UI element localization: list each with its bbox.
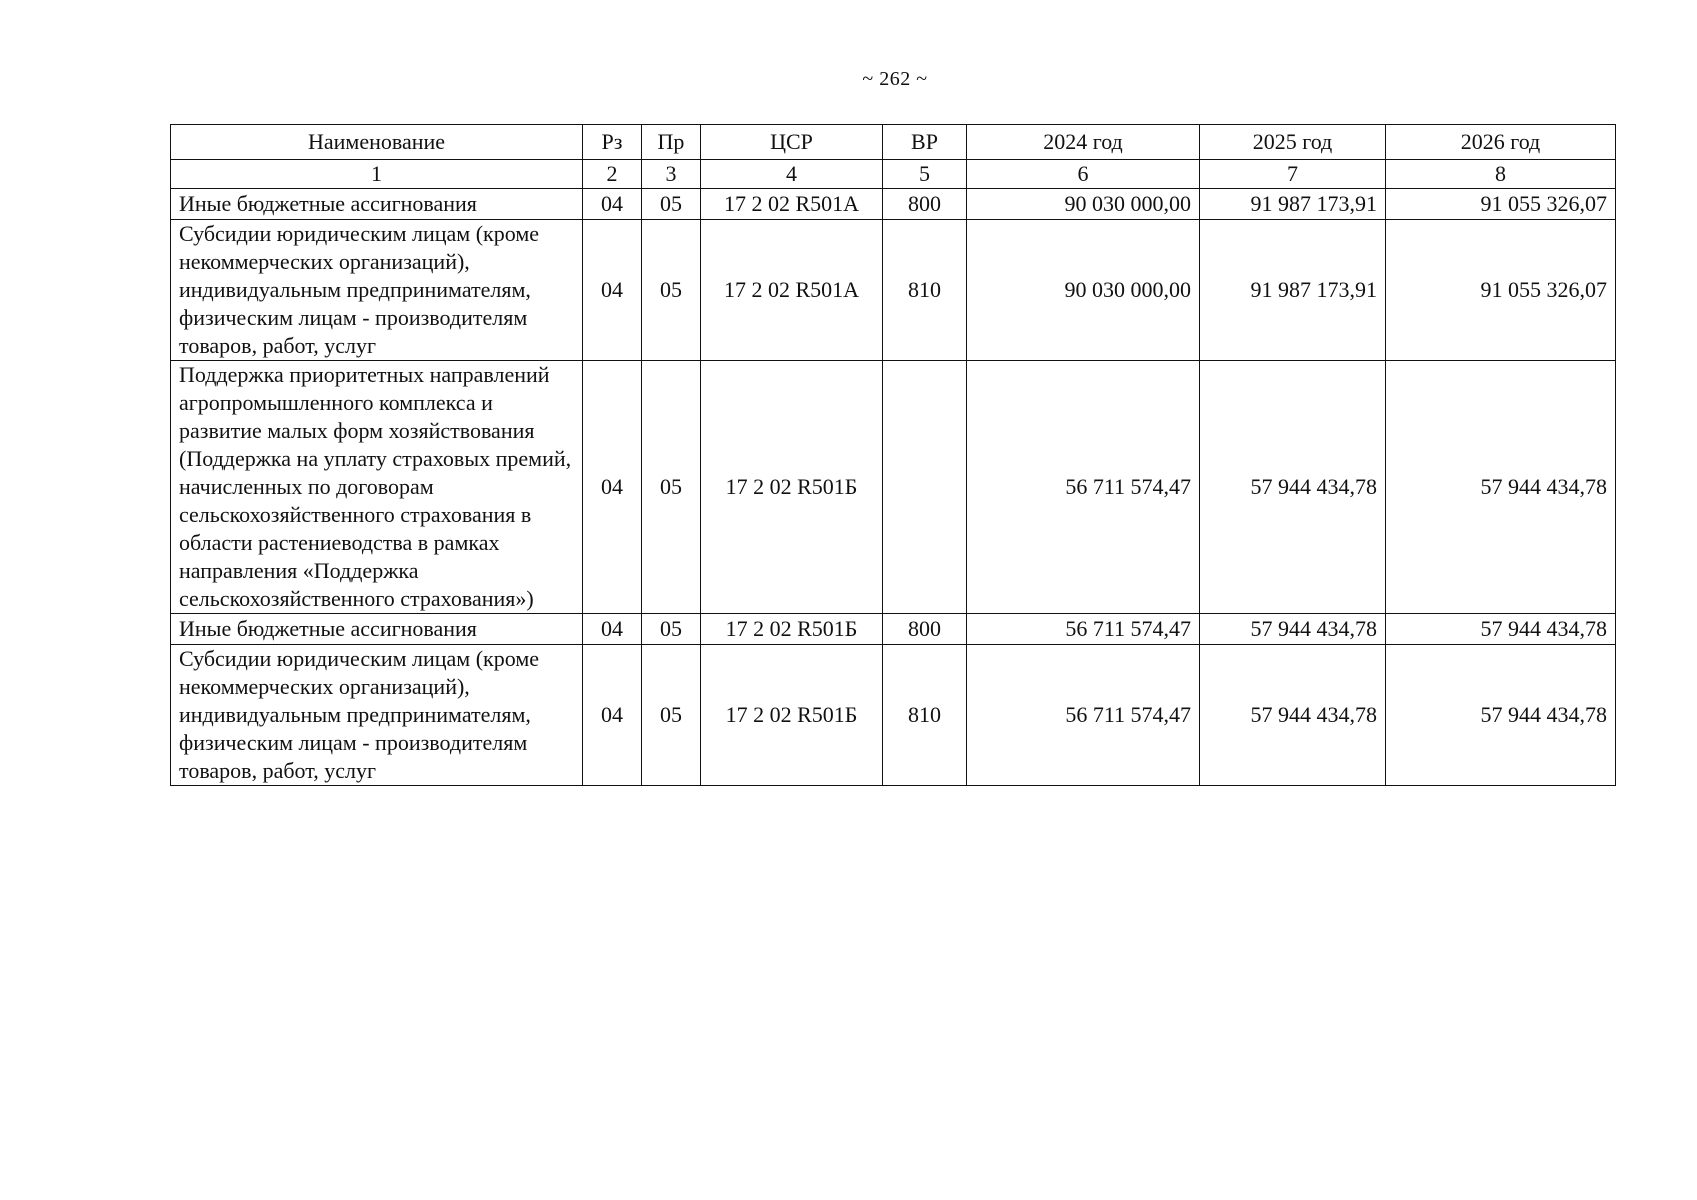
row-amount-2024: 90 030 000,00 (967, 189, 1200, 220)
row-amount-2026: 57 944 434,78 (1386, 645, 1616, 786)
row-amount-2025: 91 987 173,91 (1200, 189, 1386, 220)
table-row (171, 361, 1616, 614)
row-name: Субсидии юридическим лицам (кроме некоммерческих организаций), индивидуальным предпринимателям, физическим лицам - производителям товаров, работ, услуг (171, 220, 583, 361)
row-amount-2026: 91 055 326,07 (1386, 189, 1616, 220)
row-csr: 17 2 02 R501А (701, 220, 883, 361)
column-number: 8 (1386, 160, 1616, 189)
row-rz: 04 (583, 361, 642, 614)
header-csr: ЦСР (701, 125, 883, 160)
header-pr: Пр (642, 125, 701, 160)
column-number: 5 (883, 160, 967, 189)
row-amount-2026: 91 055 326,07 (1386, 220, 1616, 361)
table-row (171, 614, 1616, 645)
column-number: 7 (1200, 160, 1386, 189)
row-name: Иные бюджетные ассигнования (171, 614, 583, 645)
column-number-row (171, 160, 1616, 189)
row-pr: 05 (642, 220, 701, 361)
row-name: Субсидии юридическим лицам (кроме некоммерческих организаций), индивидуальным предпринимателям, физическим лицам - производителям товаров, работ, услуг (171, 645, 583, 786)
row-amount-2024: 56 711 574,47 (967, 614, 1200, 645)
column-number: 6 (967, 160, 1200, 189)
row-pr: 05 (642, 614, 701, 645)
column-number: 1 (171, 160, 583, 189)
row-amount-2025: 91 987 173,91 (1200, 220, 1386, 361)
row-vr: 800 (883, 614, 967, 645)
row-amount-2026: 57 944 434,78 (1386, 614, 1616, 645)
row-vr (883, 361, 967, 614)
table-row (171, 645, 1616, 786)
row-vr: 810 (883, 220, 967, 361)
row-csr: 17 2 02 R501Б (701, 645, 883, 786)
header-name: Наименование (171, 125, 583, 160)
budget-table (170, 124, 1616, 786)
row-pr: 05 (642, 361, 701, 614)
table-row (171, 220, 1616, 361)
row-vr: 800 (883, 189, 967, 220)
row-csr: 17 2 02 R501А (701, 189, 883, 220)
row-csr: 17 2 02 R501Б (701, 614, 883, 645)
row-vr: 810 (883, 645, 967, 786)
row-amount-2024: 90 030 000,00 (967, 220, 1200, 361)
row-amount-2024: 56 711 574,47 (967, 645, 1200, 786)
header-rz: Рз (583, 125, 642, 160)
row-csr: 17 2 02 R501Б (701, 361, 883, 614)
row-rz: 04 (583, 614, 642, 645)
header-2025: 2025 год (1200, 125, 1386, 160)
row-name: Иные бюджетные ассигнования (171, 189, 583, 220)
header-row (171, 125, 1616, 160)
column-number: 4 (701, 160, 883, 189)
row-rz: 04 (583, 220, 642, 361)
row-amount-2025: 57 944 434,78 (1200, 614, 1386, 645)
row-amount-2024: 56 711 574,47 (967, 361, 1200, 614)
row-name: Поддержка приоритетных направлений агропромышленного комплекса и развитие малых форм хозяйствования (Поддержка на уплату страховых премий, начисленных по договорам сельскохозяйственного страхования в области растениеводства в рамках направления «Поддержка сельскохозяйственного страхования») (171, 361, 583, 614)
row-pr: 05 (642, 645, 701, 786)
header-2026: 2026 год (1386, 125, 1616, 160)
header-2024: 2024 год (967, 125, 1200, 160)
row-rz: 04 (583, 189, 642, 220)
table-row (171, 189, 1616, 220)
row-amount-2026: 57 944 434,78 (1386, 361, 1616, 614)
row-rz: 04 (583, 645, 642, 786)
page-number: ~ 262 ~ (862, 68, 928, 90)
column-number: 2 (583, 160, 642, 189)
row-amount-2025: 57 944 434,78 (1200, 645, 1386, 786)
row-amount-2025: 57 944 434,78 (1200, 361, 1386, 614)
row-pr: 05 (642, 189, 701, 220)
header-vr: ВР (883, 125, 967, 160)
column-number: 3 (642, 160, 701, 189)
